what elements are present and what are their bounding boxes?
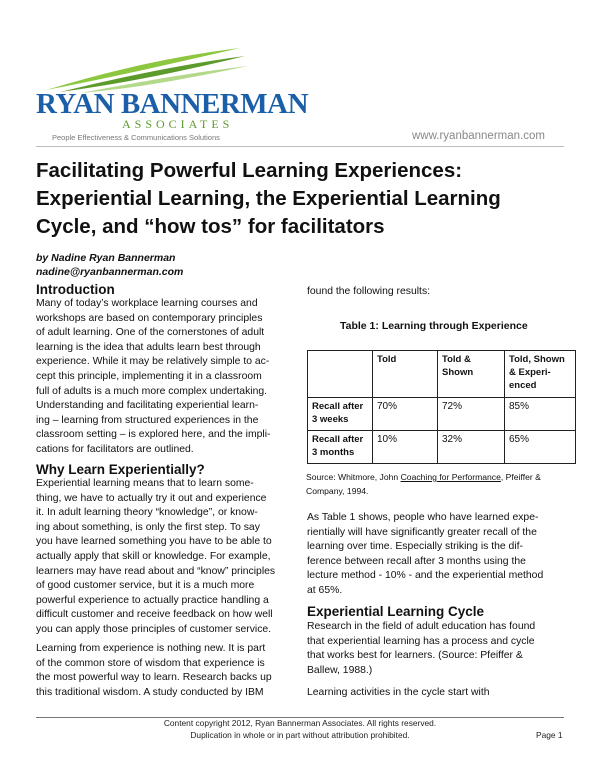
table-caption: Table 1: Learning through Experience bbox=[340, 320, 528, 332]
text-line: you have learned something you have to be able to bbox=[36, 536, 272, 548]
header-line: Told, Shown bbox=[509, 354, 565, 365]
text-line: actually apply that skill or knowledge. For example, bbox=[36, 550, 271, 562]
text-line: of good customer service, but it is a much more bbox=[36, 580, 255, 592]
text-line: full of adults is a much more complex undertaking. bbox=[36, 385, 268, 397]
table-row bbox=[308, 431, 576, 464]
logo-subtitle: ASSOCIATES bbox=[122, 117, 234, 131]
cell-told-shown: 32% bbox=[438, 431, 505, 464]
text-line: it. In adult learning theory “knowledge”, or know- bbox=[36, 507, 258, 519]
activities-paragraph bbox=[307, 686, 490, 701]
text-line: powerful experience to actually practice handling a bbox=[36, 594, 269, 606]
row-label bbox=[308, 398, 373, 431]
column-header-told-shown-experienced bbox=[505, 351, 576, 398]
text-line: experience. While it may be relatively simple to ac- bbox=[36, 356, 270, 368]
text-line: learners may have read about and “know” principles bbox=[36, 565, 276, 577]
text-line: learning is the idea that adults learn best through bbox=[36, 341, 261, 353]
text-line: ference between recall after 3 months using the bbox=[307, 555, 526, 567]
header-line: & Experi- bbox=[509, 367, 551, 378]
cell-told-shown-experienced: 85% bbox=[505, 398, 576, 431]
header-line: Shown bbox=[442, 367, 474, 378]
text-line: Understanding and facilitating experiential learn- bbox=[36, 400, 259, 412]
text-line: workshops are based on contemporary principles bbox=[36, 312, 263, 324]
website-link[interactable]: www.ryanbannerman.com bbox=[412, 130, 545, 142]
tagline: People Effectiveness & Communications Solutions bbox=[52, 133, 220, 142]
header-line: enced bbox=[509, 380, 537, 391]
cell-told-shown: 72% bbox=[438, 398, 505, 431]
why-heading: Why Learn Experientially? bbox=[36, 462, 205, 477]
text-line: rientially will have significantly greater recall of the bbox=[307, 526, 537, 538]
row-label bbox=[308, 431, 373, 464]
title-line: Cycle, and “how tos” for facilitators bbox=[36, 215, 385, 238]
text-line: difficult customer and receive feedback on how well bbox=[36, 609, 273, 621]
footer-copyright bbox=[0, 717, 600, 741]
row-label-line: Recall after bbox=[312, 401, 364, 412]
logo-name: RYAN BANNERMAN bbox=[36, 88, 309, 120]
text-line: learning over time. Especially striking is the dif- bbox=[307, 541, 523, 553]
text-line: ing – learning from structured experiences in the bbox=[36, 414, 259, 426]
source-prefix: Source: Whitmore, John bbox=[306, 472, 401, 482]
row-label-line: 3 weeks bbox=[312, 414, 349, 425]
text-line: that experiential learning has a process and cycle bbox=[307, 635, 535, 647]
recall-paragraph bbox=[307, 511, 543, 599]
copyright-line: Content copyright 2012, Ryan Bannerman Associates. All rights reserved. bbox=[163, 718, 437, 728]
text-line: Learning from experience is nothing new. It is part bbox=[36, 643, 266, 654]
copyright-line: Duplication in whole or in part without attribution prohibited. bbox=[190, 730, 410, 740]
cell-told-shown-experienced: 65% bbox=[505, 431, 576, 464]
text-line: thing, we have to actually try it out and experience bbox=[36, 492, 267, 504]
row-label-line: Recall after bbox=[312, 434, 364, 445]
why-paragraph bbox=[36, 477, 275, 638]
row-label-line: 3 months bbox=[312, 447, 355, 458]
cycle-heading: Experiential Learning Cycle bbox=[307, 604, 485, 619]
text-line: ing about something, is only the first step. To say bbox=[36, 521, 260, 533]
author: by Nadine Ryan Bannerman bbox=[36, 252, 176, 264]
header-divider bbox=[36, 146, 564, 147]
column-header-told: Told bbox=[373, 351, 438, 398]
text-line: at 65%. bbox=[307, 584, 343, 596]
table-header-row bbox=[308, 351, 576, 398]
byline bbox=[36, 251, 183, 279]
page-number: Page 1 bbox=[536, 730, 563, 740]
table-source bbox=[306, 470, 576, 498]
cycle-paragraph bbox=[307, 620, 535, 678]
table-corner-cell bbox=[308, 351, 373, 398]
text-line: Many of today’s workplace learning courses and bbox=[36, 298, 258, 309]
text-line: Ballew, 1988.) bbox=[307, 664, 373, 676]
found-text bbox=[307, 285, 430, 300]
learn-paragraph bbox=[36, 642, 272, 700]
author-email[interactable]: nadine@ryanbannerman.com bbox=[36, 266, 184, 278]
text-line: the most powerful way to learn. Research backs up bbox=[36, 672, 272, 684]
cell-told: 10% bbox=[373, 431, 438, 464]
text-line: found the following results: bbox=[307, 286, 431, 297]
results-table bbox=[307, 350, 576, 464]
header-line: Told & bbox=[442, 354, 471, 365]
text-line: that works best for learners. (Source: Pfeiffer & bbox=[307, 650, 523, 662]
title-line: Experiential Learning, the Experiential Learning bbox=[36, 187, 501, 210]
text-line: As Table 1 shows, people who have learned expe- bbox=[307, 512, 539, 523]
source-suffix: , Pfeiffer & bbox=[500, 472, 541, 482]
text-line: cept this principle, implementing it in a classroom bbox=[36, 370, 262, 382]
cell-told: 70% bbox=[373, 398, 438, 431]
text-line: you can apply those principles of customer service. bbox=[36, 623, 272, 635]
text-line: this traditional wisdom. A study conducted by IBM bbox=[36, 686, 264, 698]
intro-heading: Introduction bbox=[36, 282, 115, 297]
title-line: Facilitating Powerful Learning Experiences: bbox=[36, 159, 463, 182]
text-line: Learning activities in the cycle start with bbox=[307, 687, 490, 698]
column-header-told-shown bbox=[438, 351, 505, 398]
text-line: cations for facilitators are outlined. bbox=[36, 443, 194, 455]
table-row bbox=[308, 398, 576, 431]
text-line: of the common store of wisdom that experience is bbox=[36, 657, 265, 669]
text-line: Research in the field of adult education has found bbox=[307, 621, 536, 632]
logo-swoosh-graphic bbox=[40, 44, 250, 94]
intro-paragraph bbox=[36, 297, 270, 458]
source-book-link[interactable]: Coaching for Performance bbox=[400, 472, 501, 482]
document-title bbox=[36, 157, 576, 241]
source-line2: Company, 1994. bbox=[306, 486, 369, 496]
text-line: classroom setting – is explored here, and the impli- bbox=[36, 429, 271, 441]
text-line: lecture method - 10% - and the experiential method bbox=[307, 570, 544, 582]
text-line: of adult learning. One of the cornerstones of adult bbox=[36, 327, 265, 339]
text-line: Experiential learning means that to learn some- bbox=[36, 478, 254, 489]
